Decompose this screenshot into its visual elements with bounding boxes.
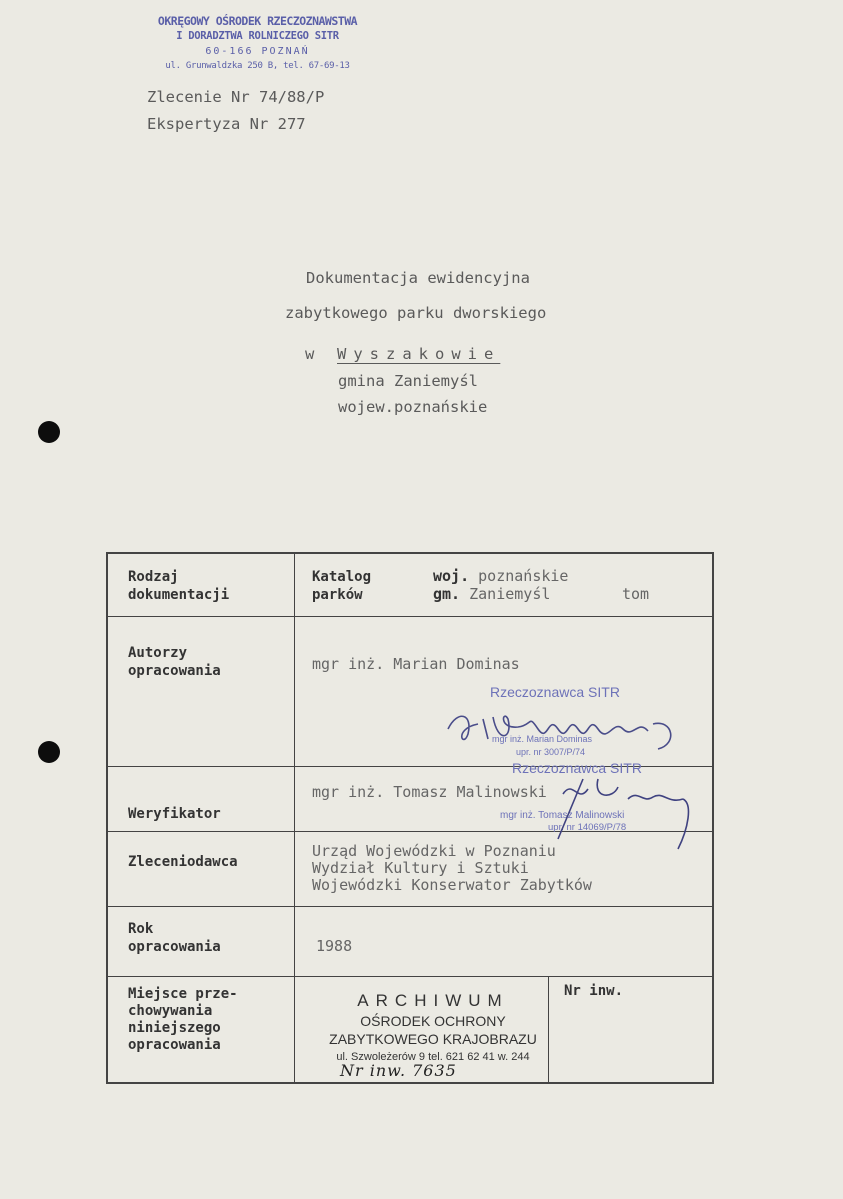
client-line-1: Urząd Wojewódzki w Poznaniu	[312, 842, 556, 860]
verifier-stamp: Rzeczoznawca SITR	[512, 760, 642, 776]
verifier-stamp-reg: upr. nr 14069/P/78	[548, 822, 627, 833]
catalog-label: Katalog parków	[312, 569, 372, 603]
title-line-2: zabytkowego parku dworskiego	[285, 304, 547, 322]
verifier-stamp-name: mgr inż. Tomasz Malinowski	[500, 810, 625, 821]
stamp-line-2: I DORADZTWA ROLNICZEGO SITR	[176, 30, 339, 42]
verifier-name: mgr inż. Tomasz Malinowski	[312, 783, 547, 801]
year-label: Rok opracowania	[128, 921, 221, 955]
stamp-line-3: 60-166 POZNAŃ	[205, 46, 310, 57]
title-gmina: gmina Zaniemyśl	[338, 372, 478, 390]
verifier-label: Weryfikator	[128, 806, 221, 822]
archive-stamp: ARCHIWUM OŚRODEK OCHRONY ZABYTKOWEGO KRAJOBRAZU ul. Szwoleżerów 9 tel. 621 62 41 w. 244	[329, 991, 537, 1063]
title-place: Wyszakowie	[337, 345, 501, 363]
woj-line: woj. poznańskie	[433, 567, 569, 585]
punch-hole-bottom	[38, 741, 60, 763]
author-stamp-reg: upr. nr 3007/P/74	[516, 747, 586, 757]
stamp-line-4: ul. Grunwaldzka 250 B, tel. 67-69-13	[165, 61, 350, 71]
inventory-label: Nr inw.	[564, 983, 624, 999]
tom-label: tom	[622, 585, 650, 603]
title-prefix: w	[305, 345, 315, 363]
inventory-handwritten: Nr inw. 7635	[340, 1061, 457, 1080]
author-stamp: Rzeczoznawca SITR	[490, 684, 620, 700]
punch-hole-top	[38, 421, 60, 443]
stamp-line-1: OKRĘGOWY OŚRODEK RZECZOZNAWSTWA	[157, 14, 358, 28]
title-line-1: Dokumentacja ewidencyjna	[306, 269, 530, 287]
row-type-label: Rodzaj dokumentacji	[128, 569, 230, 603]
client-line-3: Wojewódzki Konserwator Zabytków	[312, 876, 592, 894]
authors-label: Autorzy opracowania	[128, 645, 221, 679]
storage-label: Miejsce prze- chowywania niniejszego opracowania	[128, 986, 238, 1053]
author-name: mgr inż. Marian Dominas	[312, 655, 520, 673]
order-number: Zlecenie Nr 74/88/P	[147, 88, 325, 106]
expertise-number: Ekspertyza Nr 277	[147, 115, 306, 133]
documentation-table	[106, 552, 714, 1084]
client-label: Zleceniodawca	[128, 854, 238, 870]
client-line-2: Wydział Kultury i Sztuki	[312, 859, 529, 877]
gm-line: gm. Zaniemyśl	[433, 585, 551, 603]
institution-stamp	[130, 14, 385, 74]
author-stamp-name: mgr inż. Marian Dominas	[492, 734, 593, 744]
year-value: 1988	[316, 937, 353, 955]
title-wojew: wojew.poznańskie	[338, 398, 488, 416]
